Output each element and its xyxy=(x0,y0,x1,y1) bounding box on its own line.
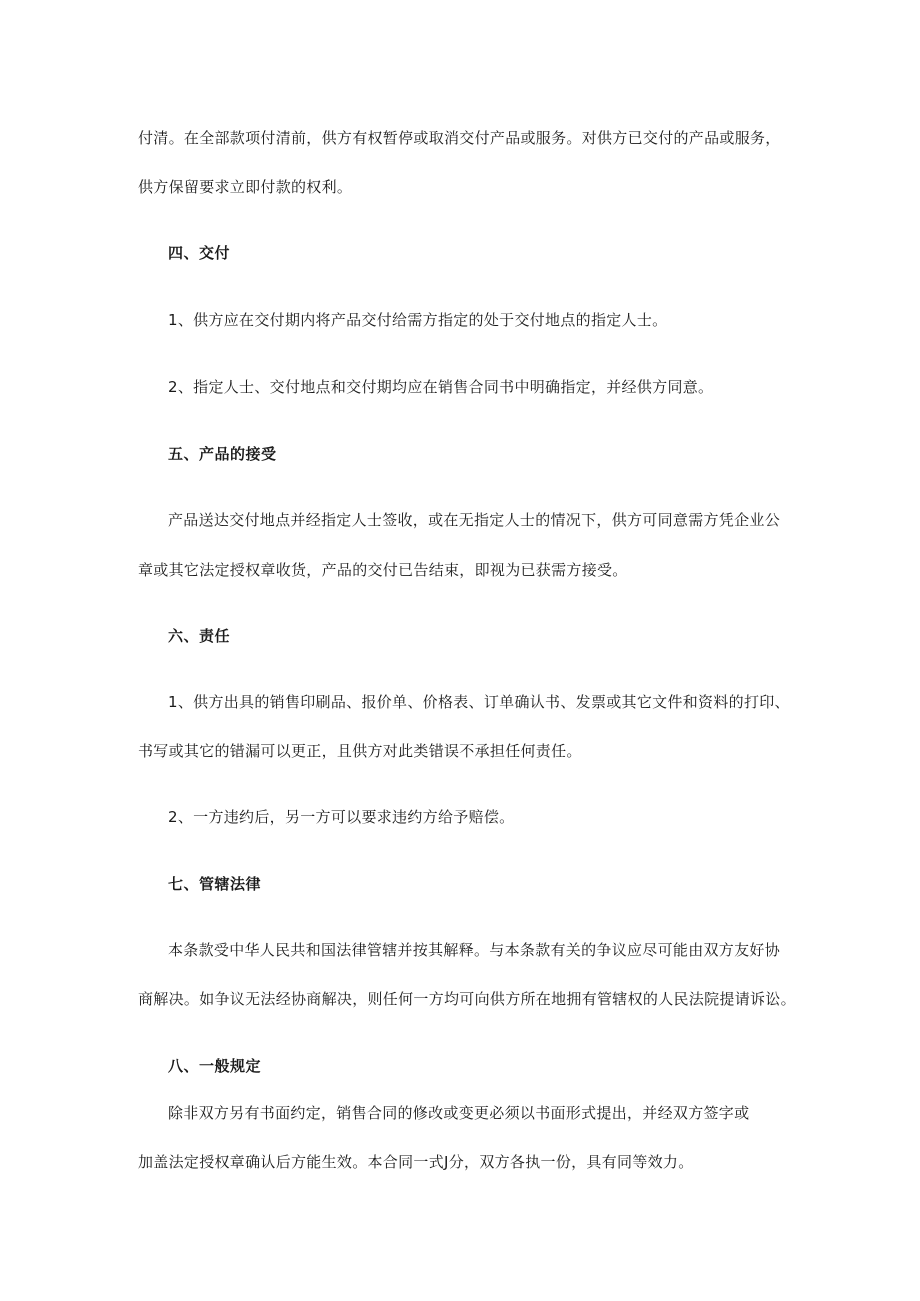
section-heading-liability: 六、责任 xyxy=(168,627,231,645)
general-line-1: 除非双方另有书面约定，销售合同的修改或变更必须以书面形式提出，并经双方签字或 xyxy=(168,1104,750,1122)
general-line-2: 加盖法定授权章确认后方能生效。本合同一式J分，双方各执一份，具有同等效力。 xyxy=(138,1153,694,1171)
acceptance-line-1: 产品送达交付地点并经指定人士签收，或在无指定人士的情况下，供方可同意需方凭企业公 xyxy=(168,511,781,529)
liability-item-2: 2、一方违约后，另一方可以要求违约方给予赔偿。 xyxy=(168,808,515,826)
law-line-2: 商解决。如争议无法经协商解决，则任何一方均可向供方所在地拥有管辖权的人民法院提请诉讼。 xyxy=(138,990,796,1008)
liability-item-1-line-1: 1、供方出具的销售印刷品、报价单、价格表、订单确认书、发票或其它文件和资料的打印、 xyxy=(168,693,790,711)
delivery-item-1: 1、供方应在交付期内将产品交付给需方指定的处于交付地点的指定人士。 xyxy=(168,311,668,329)
intro-line-1: 付清。在全部款项付清前，供方有权暂停或取消交付产品或服务。对供方已交付的产品或服务， xyxy=(138,129,781,147)
delivery-item-2: 2、指定人士、交付地点和交付期均应在销售合同书中明确指定，并经供方同意。 xyxy=(168,378,714,396)
section-heading-law: 七、管辖法律 xyxy=(168,875,262,893)
liability-item-1-line-2: 书写或其它的错漏可以更正，且供方对此类错误不承担任何责任。 xyxy=(138,742,582,760)
section-heading-acceptance: 五、产品的接受 xyxy=(168,445,277,463)
section-heading-general: 八、一般规定 xyxy=(168,1057,262,1075)
intro-line-2: 供方保留要求立即付款的权利。 xyxy=(138,178,353,196)
section-heading-delivery: 四、交付 xyxy=(168,244,231,262)
acceptance-line-2: 章或其它法定授权章收货，产品的交付已告结束，即视为已获需方接受。 xyxy=(138,561,628,579)
law-line-1: 本条款受中华人民共和国法律管辖并按其解释。与本条款有关的争议应尽可能由双方友好协 xyxy=(168,941,781,959)
